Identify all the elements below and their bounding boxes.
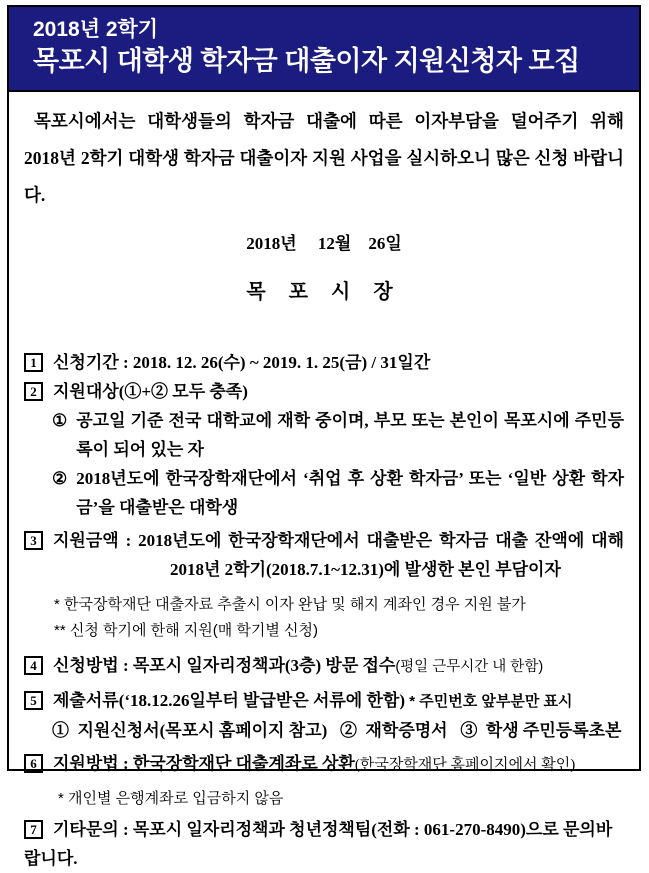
item-4-text: 신청방법 : 목포시 일자리정책과(3층) 방문 접수 (53, 656, 396, 675)
notice-list (24, 348, 624, 873)
item-2-sub-2 (52, 464, 624, 522)
issue-date: 2018년 12월 26일 (246, 234, 402, 253)
intro-line-1: 목포시에서는 대학생들의 학자금 대출에 따른 이자부담을 덜어주기 위해 (34, 111, 624, 131)
notice-body (9, 92, 639, 873)
intro-paragraph (24, 103, 624, 214)
item-6-suffix: (한국장학재단 홈페이지에서 확인) (354, 757, 576, 773)
item-1-text: 신청기간 : 2018. 12. 26(수) ~ 2019. 1. 25(금) / 31일간 (53, 353, 431, 372)
boxed-number-2: 2 (24, 382, 43, 401)
item-4 (24, 651, 624, 682)
item-7-text: 기타문의 : 목포시 일자리정책과 청년정책팀(전화 : 061-270-8490)으로 문의바랍니다. (24, 820, 613, 868)
circled-number-2-icon: ② (52, 469, 68, 488)
item-2-sub-1 (52, 406, 624, 464)
issuer-signature: 목 포 시 장 (246, 281, 402, 303)
item-5-sub: ① 지원신청서(목포시 홈페이지 참고) ② 재학증명서 ③ 학생 주민등록초본 (52, 721, 622, 740)
item-4-suffix: (평일 근무시간 내 한함) (395, 659, 544, 675)
item-5 (24, 686, 624, 716)
item-3-text-line-1: 지원금액 : 2018년도에 한국장학재단에서 대출받은 학자금 대출 잔액에 대해 (53, 531, 624, 550)
item-3-line-2 (170, 555, 624, 584)
item-2-sub-1-text: 공고일 기준 전국 대학교에 재학 중이며, 부모 또는 본인이 목포시에 주민등록이 되어 있는 자 (76, 411, 624, 459)
header-title: 목포시 대학생 학자금 대출이자 지원신청자 모집 (33, 46, 580, 76)
boxed-number-1: 1 (24, 353, 43, 372)
item-3-text-line-2: 2018년 2학기(2018.7.1~12.31)에 발생한 본인 부담이자 (170, 560, 561, 579)
item-3-line-1 (24, 526, 624, 555)
boxed-number-6: 6 (24, 754, 43, 773)
item-1 (24, 348, 624, 377)
item-6-text: 지원방법 : 한국장학재단 대출계좌로 상환 (53, 754, 355, 773)
circled-number-1-icon: ① (52, 411, 68, 430)
item-2-text: 지원대상(①+② 모두 충족) (53, 382, 248, 401)
boxed-number-4: 4 (24, 656, 43, 675)
item-3-note-2: ** 신청 학기에 한해 지원(매 학기별 신청) (54, 622, 319, 639)
item-2-sub-2-text: 2018년도에 한국장학재단에서 ‘취업 후 상환 학자금’ 또는 ‘일반 상환 학자금’을 대출받은 대학생 (76, 469, 624, 517)
item-7 (24, 815, 624, 873)
document-border (7, 5, 641, 868)
item-6-note: * 개인별 은행계좌로 입금하지 않음 (58, 790, 284, 807)
boxed-number-3: 3 (24, 531, 43, 550)
item-2 (24, 377, 624, 406)
item-5-text: 제출서류(‘18.12.26일부터 발급받은 서류에 한함) (53, 691, 410, 710)
boxed-number-5: 5 (24, 691, 43, 710)
item-6 (24, 749, 624, 780)
boxed-number-7: 7 (24, 820, 43, 839)
item-3-note-1: * 한국장학재단 대출자료 추출시 이자 완납 및 해지 계좌인 경우 지원 불가 (54, 596, 526, 613)
header-semester: 2018년 2학기 (33, 18, 159, 41)
notice-header (9, 7, 639, 92)
intro-line-2: 2018년 2학기 대학생 학자금 대출이자 지원 사업을 실시하오니 많은 신청 바랍니다. (24, 148, 624, 205)
item-5-suffix: * 주민번호 앞부분만 표시 (409, 693, 573, 710)
